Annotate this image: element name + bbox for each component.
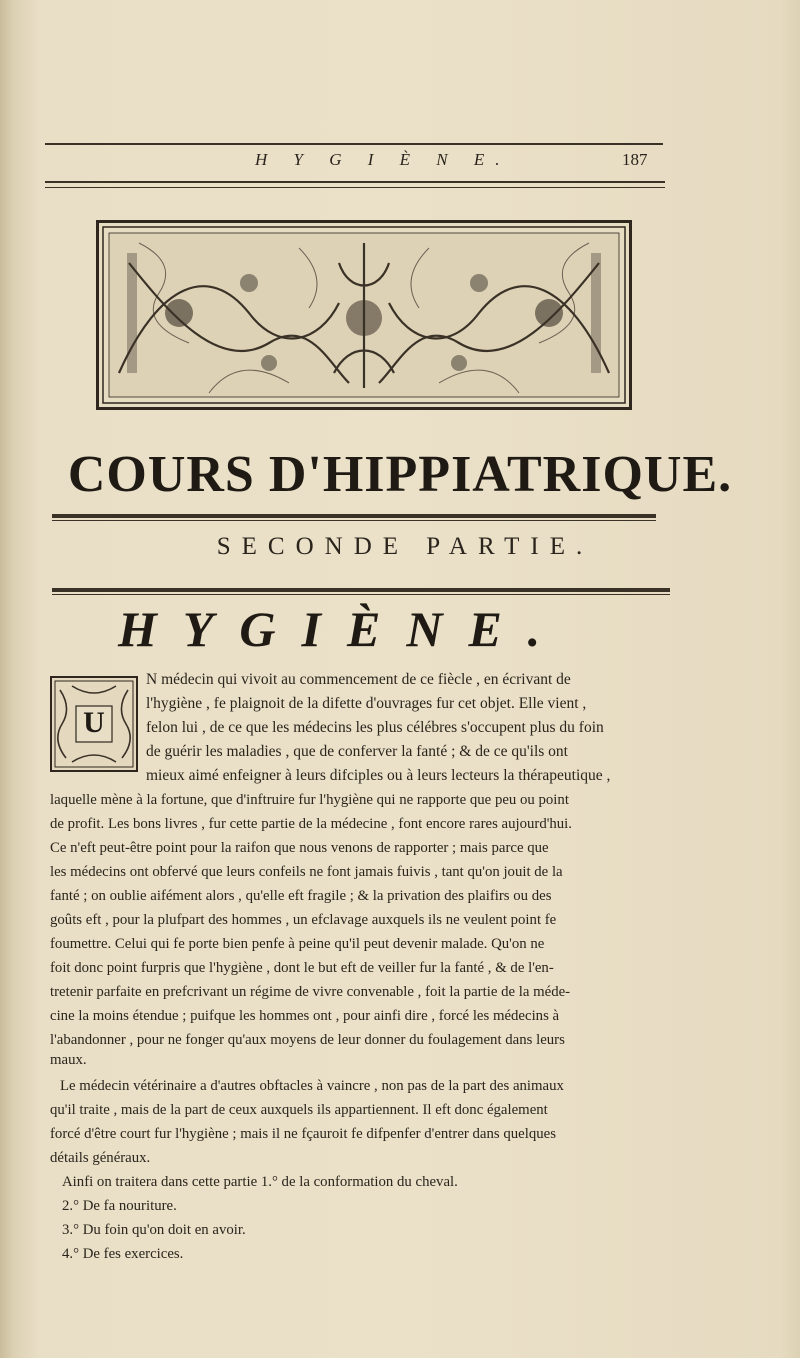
text-line: maux. — [50, 1052, 87, 1068]
text-line: 3.° Du foin qu'on doit en avoir. — [62, 1222, 246, 1238]
text-line: laquelle mène à la fortune, que d'inftruire fur l'hygiène qui ne rapporte que peu ou point — [50, 792, 569, 808]
running-title: H Y G I È N E. — [255, 150, 511, 169]
text-line: forcé d'être court fur l'hygiène ; mais il ne fçauroit fe difpenfer d'entrer dans quelques — [50, 1126, 556, 1142]
text-line: l'hygiène , fe plaignoit de la difette d'ouvrages fur cet objet. Elle vient , — [146, 695, 587, 712]
text-line: Le médecin vétérinaire a d'autres obftacles à vaincre , non pas de la part des animaux — [60, 1078, 564, 1094]
headpiece-ornament — [96, 220, 632, 410]
text-line: l'abandonner , pour ne fonger qu'aux moyens de leur donner du foulagement dans leurs — [50, 1032, 565, 1048]
part-rule-thick — [52, 588, 670, 592]
main-title: COURS D'HIPPIATRIQUE. — [67, 446, 733, 503]
text-line: les médecins ont obfervé que leurs confeils ne font jamais fuivis , tant qu'on jouit de la — [50, 864, 563, 880]
title-rule-thin — [52, 520, 656, 521]
text-line: mieux aimé enfeigner à leurs difciples ou à leurs lecteurs la thérapeutique , — [146, 767, 611, 784]
header-rule-top — [45, 143, 663, 145]
text-line: qu'il traite , mais de la part de ceux auxquels ils appartiennent. Il eft donc également — [50, 1102, 548, 1118]
part-title: SECONDE PARTIE. — [216, 533, 594, 560]
header-rule-thin — [45, 187, 665, 188]
text-line: foit donc point furpris que l'hygiène , dont le but eft de veiller fur la fanté , & de l'en- — [50, 960, 554, 976]
drop-cap — [50, 676, 138, 772]
text-line: fanté ; on oublie aifément alors , qu'elle eft fragile ; & la privation des plaifirs ou des — [50, 888, 552, 904]
text-line: goûts eft , pour la plufpart des hommes , un efclavage auxquels ils ne veulent point fe — [50, 912, 557, 928]
section-title: HYGIÈNE. — [118, 601, 567, 657]
text-line: tretenir parfaite en prefcrivant un régime de vivre convenable , foit la partie de la méde- — [50, 984, 571, 1000]
text-line: détails généraux. — [50, 1150, 151, 1166]
part-rule-thin — [52, 594, 670, 595]
text-line: de guérir les maladies , que de conferver la fanté ; & de ce qu'ils ont — [146, 743, 568, 760]
text-line: foumettre. Celui qui fe porte bien penfe à peine qu'il peut devenir malade. Qu'on ne — [50, 936, 545, 952]
text-line: Ce n'eft peut-être point pour la raifon que nous venons de rapporter ; mais parce que — [50, 840, 549, 856]
text-line: Ainfi on traitera dans cette partie 1.° de la conformation du cheval. — [62, 1174, 458, 1190]
text-line: 4.° De fes exercices. — [62, 1246, 184, 1262]
drop-cap-letter: U — [83, 706, 105, 739]
text-line: de profit. Les bons livres , fur cette partie de la médecine , font encore rares aujourd'hui. — [50, 816, 572, 832]
page-number: 187 — [622, 150, 648, 169]
text-line: N médecin qui vivoit au commencement de ce fiècle , en écrivant de — [146, 671, 571, 688]
text-line: 2.° De fa nouriture. — [62, 1198, 177, 1214]
ornamental-foliage-icon — [99, 223, 629, 407]
title-rule-thick — [52, 514, 656, 518]
header-rule-bottom — [45, 181, 665, 183]
text-line: cine la moins étendue ; puifque les hommes ont , pour ainfi dire , forcé les médecins à — [50, 1008, 560, 1024]
text-line: felon lui , de ce que les médecins les plus célébres s'occupent plus du foin — [146, 719, 604, 736]
